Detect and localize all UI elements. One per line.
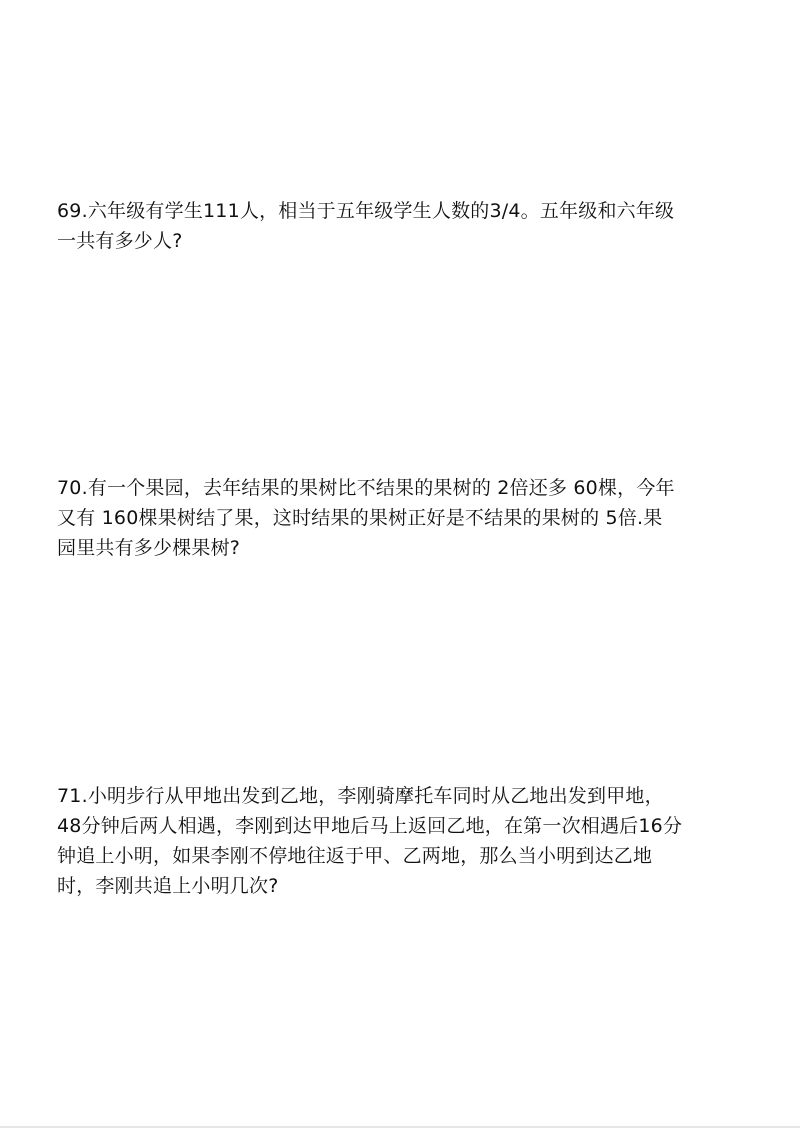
problem-71-line-2: 48分钟后两人相遇，李刚到达甲地后马上返回乙地，在第一次相遇后16分 [57,815,683,837]
problem-71-line-1: 71.小明步行从甲地出发到乙地，李刚骑摩托车同时从乙地出发到甲地， [57,785,664,807]
problem-69-line-1: 69.六年级有学生111人，相当于五年级学生人数的3/4。五年级和六年级 [57,200,675,222]
problem-71 [57,781,757,901]
problem-70-line-3: 园里共有多少棵果树? [57,537,241,559]
page-bottom-edge [0,1126,800,1128]
problem-70-line-2: 又有 160棵果树结了果，这时结果的果树正好是不结果的果树的 5倍.果 [57,507,663,529]
problem-71-line-3: 钟追上小明，如果李刚不停地往返于甲、乙两地，那么当小明到达乙地 [57,845,653,867]
problem-70 [57,473,757,563]
problem-69 [57,196,757,256]
problem-70-line-1: 70.有一个果园，去年结果的果树比不结果的果树的 2倍还多 60棵，今年 [57,477,675,499]
problem-69-line-2: 一共有多少人? [57,230,183,252]
problem-71-line-4: 时，李刚共追上小明几次? [57,875,279,897]
